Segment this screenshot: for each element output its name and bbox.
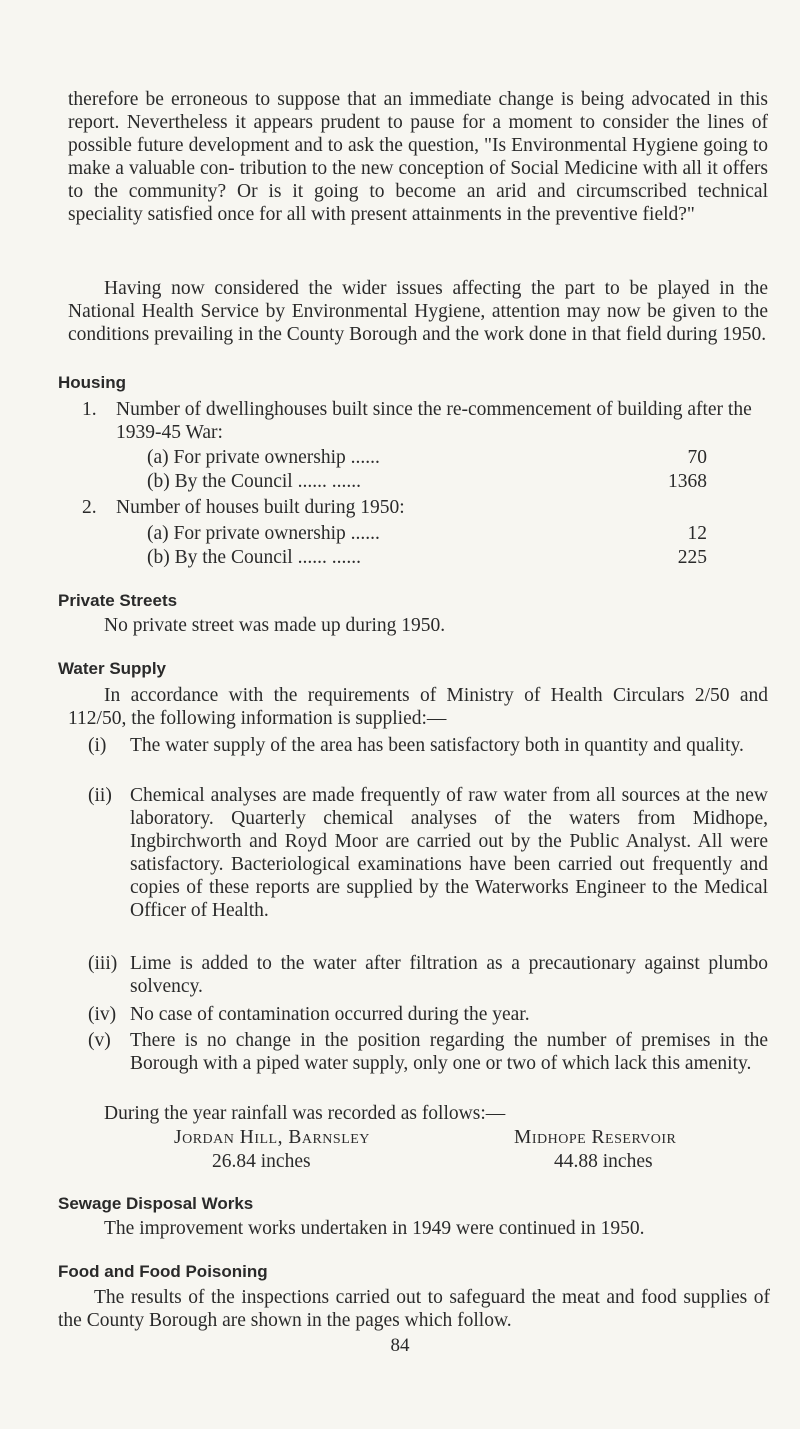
item-text: Chemical analyses are made frequently of raw water from all sources at the new laboratory. Quarterly chemical analyses of the waters from Midhope, Ingbirchworth and Royd Moor are carried out by the Public Analyst. All were satisfactory. Bacteriological examinations have been carried out frequently and copies of these reports are supplied by the Waterworks Engineer to the Medical Officer of Health. bbox=[130, 785, 768, 921]
page-number: 84 bbox=[390, 1335, 410, 1356]
row-value: 70 bbox=[687, 447, 707, 468]
housing-1b bbox=[147, 470, 707, 493]
row-value: 225 bbox=[677, 547, 707, 568]
row-label: (b) By the Council ...... ...... bbox=[147, 547, 361, 568]
rainfall-table bbox=[174, 1126, 774, 1174]
water-item-v bbox=[88, 1029, 768, 1075]
item-number: (i) bbox=[88, 735, 107, 756]
water-supply-intro: In accordance with the requirements of Ministry of Health Circulars 2/50 and 112/50, the following information is supplied:— bbox=[68, 685, 768, 729]
sewage-text: The improvement works undertaken in 1949 were continued in 1950. bbox=[104, 1218, 645, 1239]
rainfall-intro: During the year rainfall was recorded as follows:— bbox=[104, 1103, 506, 1124]
food-text: The results of the inspections carried out to safeguard the meat and food supplies of the County Borough are shown in the pages which follow. bbox=[58, 1287, 770, 1331]
rainfall-amount: 26.84 inches bbox=[212, 1151, 311, 1172]
water-item-iv bbox=[88, 1003, 768, 1026]
item-text: Number of dwellinghouses built since the re-commencement of building after the 1939-45 War: bbox=[116, 399, 752, 443]
item-number: (iii) bbox=[88, 953, 118, 974]
item-text: No case of contamination occurred during the year. bbox=[130, 1004, 530, 1025]
item-number: 2. bbox=[82, 497, 97, 518]
housing-item-2 bbox=[82, 496, 772, 519]
housing-2a bbox=[147, 522, 707, 545]
item-number: (iv) bbox=[88, 1004, 117, 1025]
item-number: 1. bbox=[82, 399, 97, 420]
row-label: (a) For private ownership ...... bbox=[147, 447, 380, 468]
item-text: The water supply of the area has been satisfactory both in quantity and quality. bbox=[130, 735, 744, 756]
water-supply-heading: Water Supply bbox=[58, 659, 166, 678]
row-value: 1368 bbox=[668, 471, 707, 492]
item-number: (ii) bbox=[88, 785, 112, 806]
row-label: (b) By the Council ...... ...... bbox=[147, 471, 361, 492]
row-label: (a) For private ownership ...... bbox=[147, 523, 380, 544]
rainfall-station-2 bbox=[514, 1126, 676, 1174]
private-streets-text: No private street was made up during 1950. bbox=[104, 615, 446, 636]
sewage-heading: Sewage Disposal Works bbox=[58, 1194, 254, 1213]
item-text: Number of houses built during 1950: bbox=[116, 497, 405, 518]
item-text: There is no change in the position regarding the number of premises in the Borough with a piped water supply, only one or two of which lack this amenity. bbox=[130, 1030, 768, 1074]
station-name: Jordan Hill, Barnsley bbox=[174, 1127, 370, 1148]
row-value: 12 bbox=[687, 523, 707, 544]
housing-item-1 bbox=[82, 398, 772, 444]
intro-paragraph-2: Having now considered the wider issues affecting the part to be played in the National Health Service by Environmental Hygiene, attention may now be given to the conditions prevailing in the County Borough and the work done in that field during 1950. bbox=[68, 278, 768, 345]
station-name: Midhope Reservoir bbox=[514, 1127, 677, 1148]
housing-heading: Housing bbox=[58, 373, 126, 392]
private-streets-heading: Private Streets bbox=[58, 591, 178, 610]
food-heading: Food and Food Poisoning bbox=[58, 1262, 268, 1281]
rainfall-station-1 bbox=[174, 1126, 370, 1174]
water-item-i bbox=[88, 734, 768, 757]
intro-paragraph-1: therefore be erroneous to suppose that an immediate change is being advocated in this report. Nevertheless it appears prudent to pause for a moment to consider the lines of possible future development and to ask the question, "Is Environmental Hygiene going to make a valuable con- tribution to the new conception of Social Medicine with all it offers to the community? Or is it going to become an arid and circumscribed technical speciality satisfied once for all with present attainments in the preventive field?" bbox=[68, 89, 768, 225]
water-item-iii bbox=[88, 952, 768, 998]
housing-1a bbox=[147, 446, 707, 469]
water-item-ii bbox=[88, 784, 768, 922]
item-number: (v) bbox=[88, 1030, 111, 1051]
housing-2b bbox=[147, 546, 707, 569]
item-text: Lime is added to the water after filtration as a precautionary against plumbo solvency. bbox=[130, 953, 768, 997]
rainfall-amount: 44.88 inches bbox=[554, 1151, 653, 1172]
